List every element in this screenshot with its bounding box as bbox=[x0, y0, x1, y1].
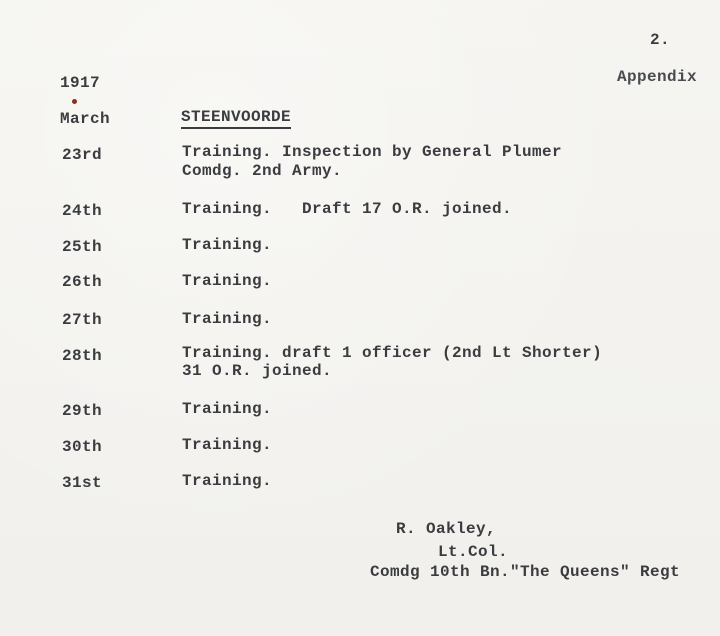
appendix-label: Appendix bbox=[617, 68, 698, 86]
entry-text: 31 O.R. joined. bbox=[182, 362, 333, 380]
signature-name: R. Oakley, bbox=[396, 520, 497, 538]
entry-text: Training. bbox=[182, 310, 273, 328]
signature-rank: Lt.Col. bbox=[438, 543, 509, 561]
entry-text: Training. bbox=[182, 400, 273, 418]
entry-date: 24th bbox=[62, 202, 103, 220]
year-heading: 1917 bbox=[60, 74, 101, 92]
entry-date: 30th bbox=[62, 438, 103, 456]
entry-text: Training. bbox=[182, 436, 273, 454]
entry-date: 27th bbox=[62, 311, 103, 329]
ink-mark bbox=[72, 99, 77, 104]
entry-text: Training. draft 1 officer (2nd Lt Shorter) bbox=[182, 344, 603, 362]
entry-text: Training. Draft 17 O.R. joined. bbox=[182, 200, 513, 218]
entry-date: 28th bbox=[62, 347, 103, 365]
page-number: 2. bbox=[650, 31, 671, 49]
location-heading: STEENVOORDE bbox=[181, 108, 291, 129]
entry-text: Training. Inspection by General Plumer bbox=[182, 143, 563, 161]
entry-text: Comdg. 2nd Army. bbox=[182, 162, 343, 180]
entry-date: 29th bbox=[62, 402, 103, 420]
entry-date: 25th bbox=[62, 238, 103, 256]
entry-text: Training. bbox=[182, 272, 273, 290]
entry-text: Training. bbox=[182, 236, 273, 254]
entry-text: Training. bbox=[182, 472, 273, 490]
entry-date: 26th bbox=[62, 273, 103, 291]
month-label: March bbox=[60, 110, 111, 128]
signature-unit: Comdg 10th Bn."The Queens" Regt bbox=[370, 563, 681, 581]
entry-date: 31st bbox=[62, 474, 103, 492]
entry-date: 23rd bbox=[62, 146, 103, 164]
